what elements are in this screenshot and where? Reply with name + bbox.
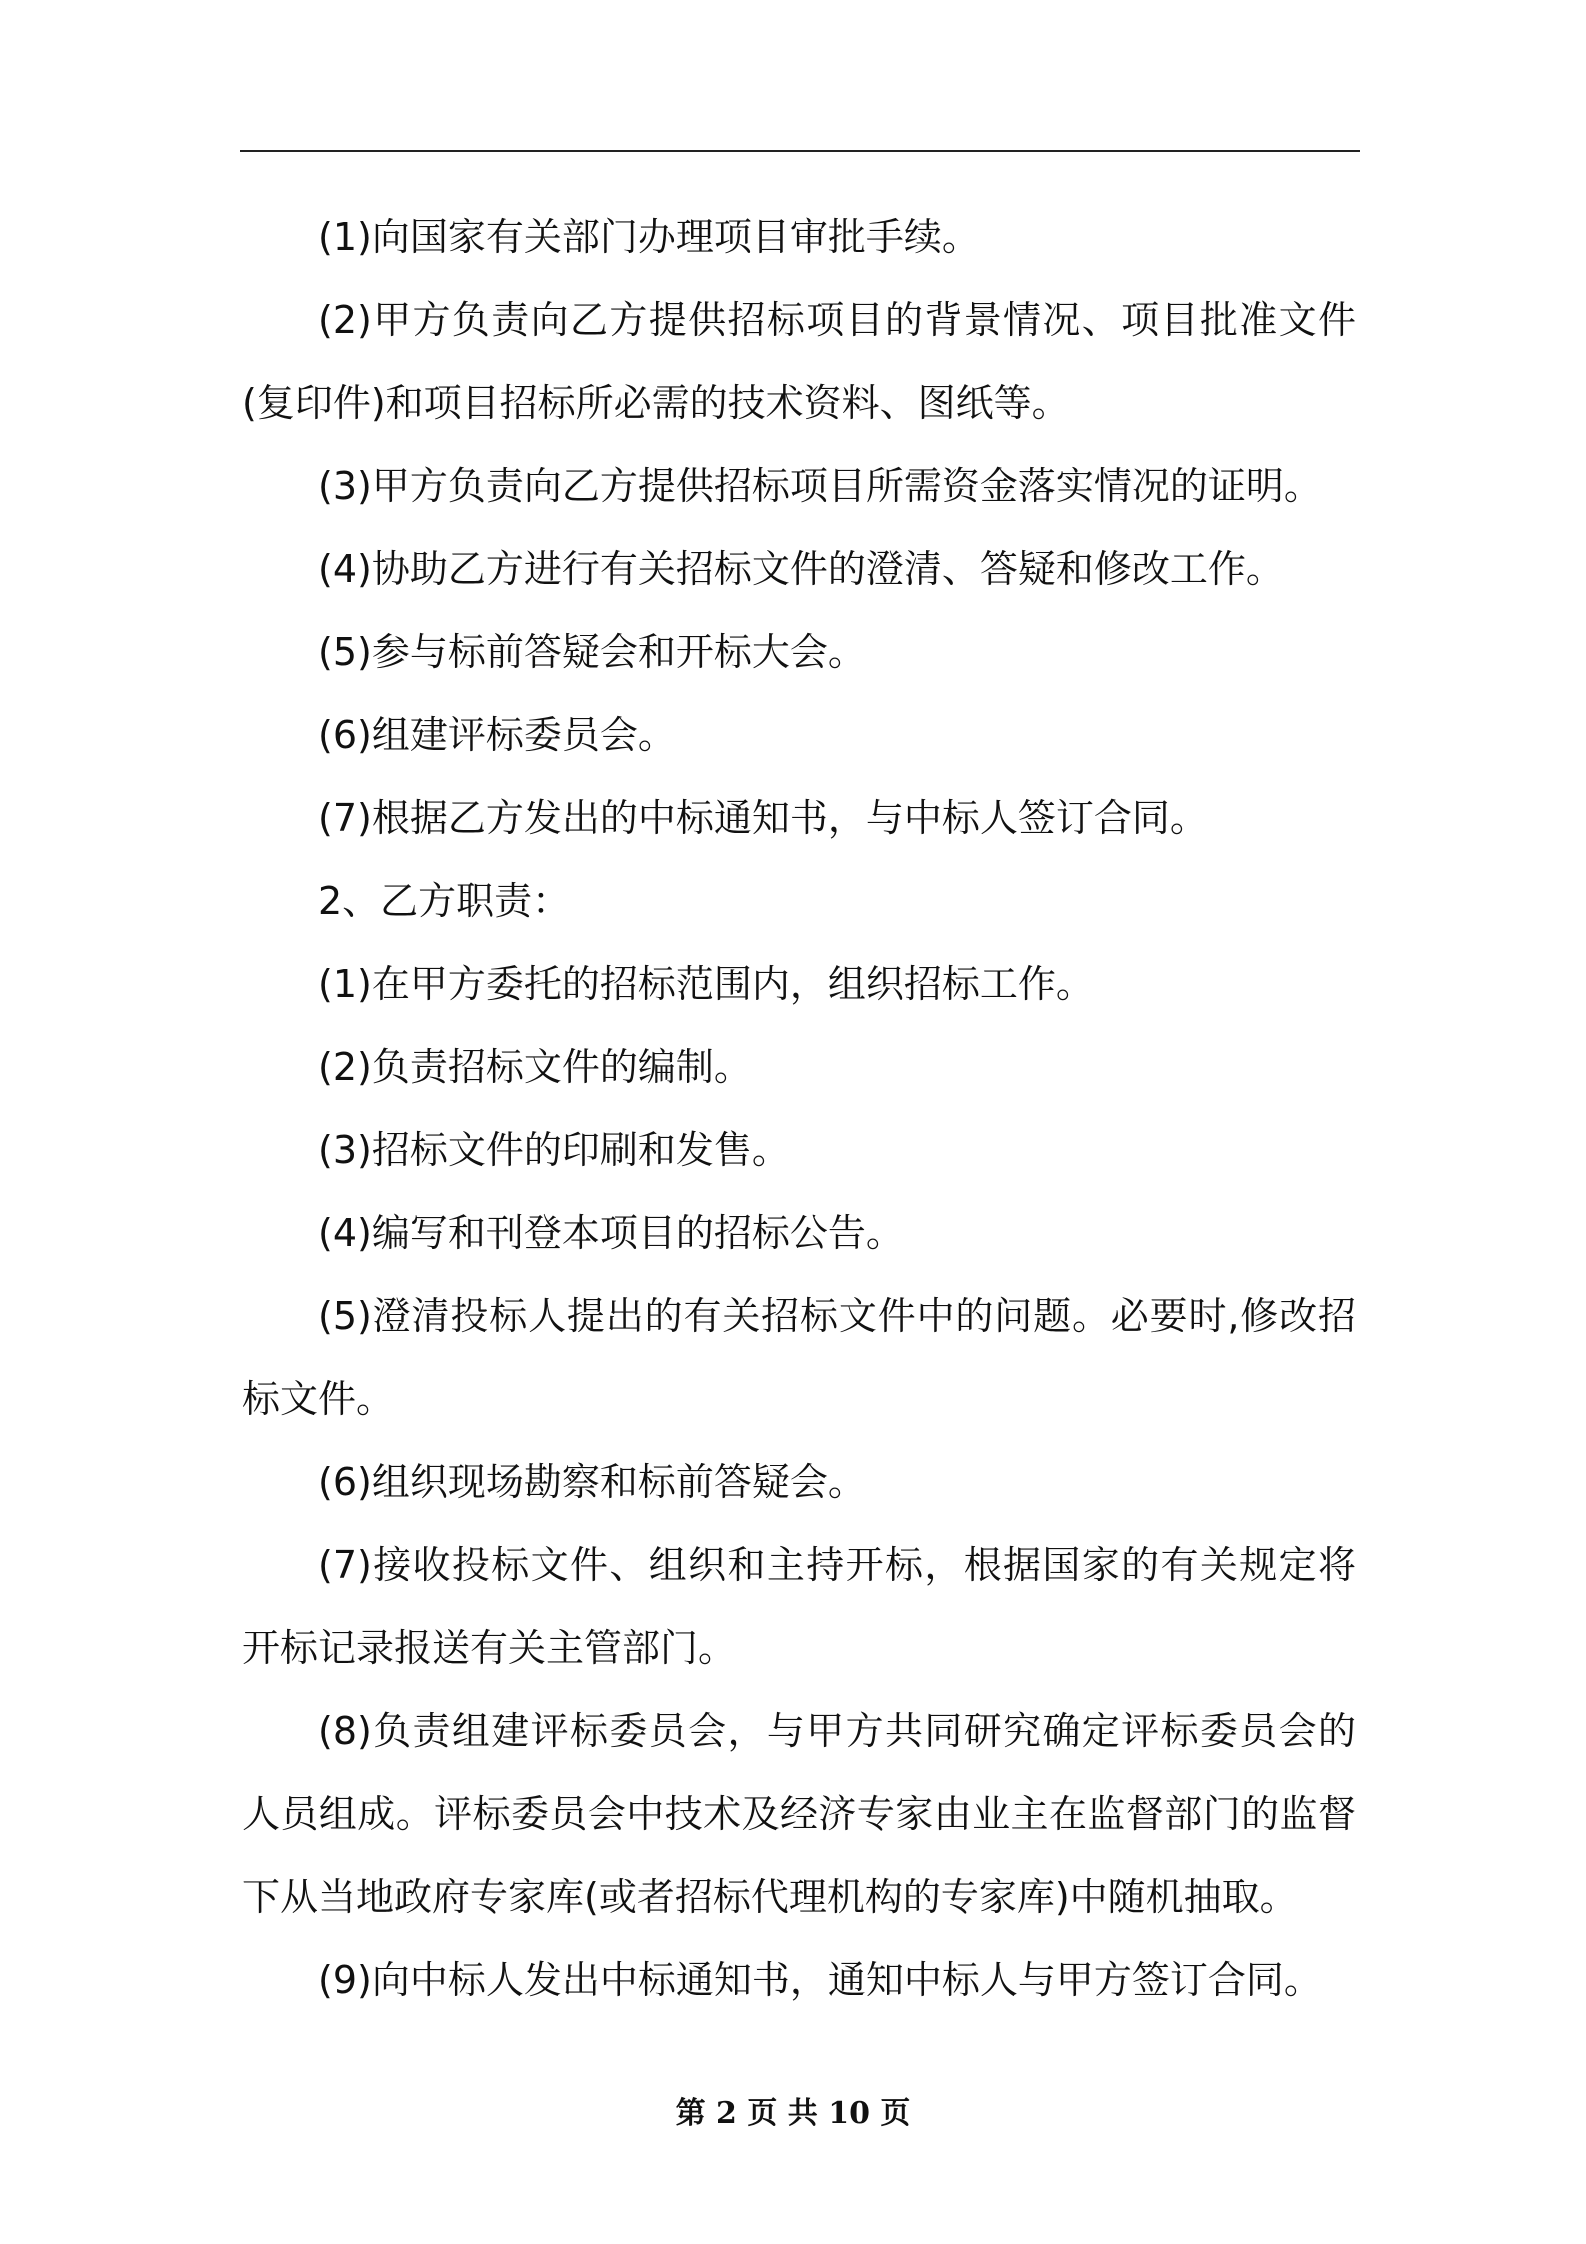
paragraph: (7)根据乙方发出的中标通知书，与中标人签订合同。 bbox=[318, 796, 1208, 840]
paragraph: (3)甲方负责向乙方提供招标项目所需资金落实情况的证明。 bbox=[318, 464, 1322, 508]
paragraph: (2)甲方负责向乙方提供招标项目的背景情况、项目批准文件(复印件)和项目招标所必需的技术资料、图纸等。 bbox=[242, 298, 1356, 425]
paragraph: (6)组织现场勘察和标前答疑会。 bbox=[318, 1460, 866, 1504]
paragraph: (6)组建评标委员会。 bbox=[318, 713, 676, 757]
paragraph: (7)接收投标文件、组织和主持开标，根据国家的有关规定将开标记录报送有关主管部门。 bbox=[242, 1543, 1356, 1670]
paragraph: (8)负责组建评标委员会，与甲方共同研究确定评标委员会的人员组成。评标委员会中技术及经济专家由业主在监督部门的监督下从当地政府专家库(或者招标代理机构的专家库)中随机抽取。 bbox=[242, 1709, 1356, 1919]
paragraph: (4)协助乙方进行有关招标文件的澄清、答疑和修改工作。 bbox=[318, 547, 1284, 591]
paragraph: (9)向中标人发出中标通知书，通知中标人与甲方签订合同。 bbox=[318, 1958, 1322, 2002]
document-body bbox=[242, 196, 1356, 2022]
paragraph: (1)在甲方委托的招标范围内，组织招标工作。 bbox=[318, 962, 1094, 1006]
paragraph: (1)向国家有关部门办理项目审批手续。 bbox=[318, 215, 980, 259]
paragraph: (2)负责招标文件的编制。 bbox=[318, 1045, 752, 1089]
section-heading: 2、乙方职责： bbox=[318, 879, 571, 923]
header-rule bbox=[240, 150, 1360, 152]
paragraph: (3)招标文件的印刷和发售。 bbox=[318, 1128, 790, 1172]
paragraph: (5)澄清投标人提出的有关招标文件中的问题。必要时,修改招标文件。 bbox=[242, 1294, 1356, 1421]
page-number: 第 2 页 共 10 页 bbox=[675, 2096, 911, 2131]
paragraph: (5)参与标前答疑会和开标大会。 bbox=[318, 630, 866, 674]
paragraph: (4)编写和刊登本项目的招标公告。 bbox=[318, 1211, 904, 1255]
